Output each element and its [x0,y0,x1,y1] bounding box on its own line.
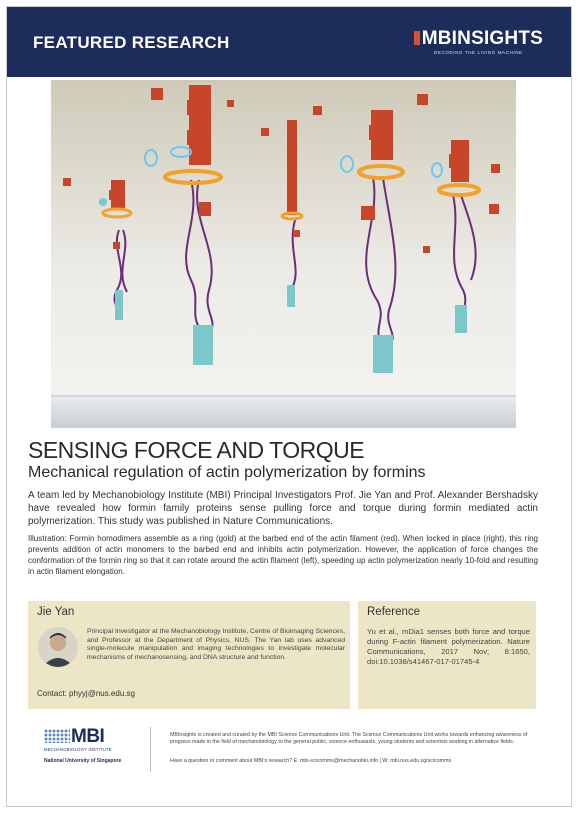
dot-grid-icon [44,729,70,743]
article-title: SENSING FORCE AND TORQUE [28,437,365,463]
reference-citation: Yu et al., mDia1 senses both force and torque during F-actin filament polymerization. Nature Communications, 2017 Nov; 8:1650, doi:10.1038/s41467-017-01745-4 [367,627,530,666]
reference-heading: Reference [367,606,421,618]
footer-note: MBInsights is created and curated by the MBI Science Communications Unit. The Science Communications Unit works towards enhancing awareness of progress made in the field of mechanobiology to the general public, science enthusiasts, young students and scientists working in alternative fields. [170,732,528,745]
author-bio: Principal Investigator at the Mechanobiology Institute, Centre of Bioimaging Sciences, and Professor at the Department of Physics, NUS. The Yan lab uses advanced single-molecule manipulation and imaging technologies to investigate molecular mechanisms of mechanosensing, and DNA structure and function. [87,628,345,661]
author-name: Jie Yan [37,606,75,618]
header-banner [7,7,571,77]
brand-logo [414,29,543,55]
brand-tagline: DECODING THE LIVING MACHINE [434,50,523,55]
mbi-logo-text: MBI [71,726,105,747]
avatar [38,627,78,667]
dot-grid-icon [414,31,420,45]
mbi-logo [44,726,136,772]
university-name: National University of Singapore [44,758,122,764]
article-subtitle: Mechanical regulation of actin polymerization by formins [28,464,426,481]
brand-name: MBINSIGHTS [421,28,543,49]
article-lead: A team led by Mechanobiology Institute (MBI) Principal Investigators Prof. Jie Yan and Prof. Alexander Bershadsky have revealed how formin family proteins sense pulling force and torque during formin mediated actin polymerization. This study was published in Nature Communications. [28,490,538,527]
section-title: FEATURED RESEARCH [33,33,230,52]
hero-illustration [51,80,516,428]
footer-divider [150,727,151,772]
footer-contact: Have a question or comment about MBI's research? E: mbi-scicomms@mechanobio.info | W: mbi.nus.edu.sg/scicomms [170,758,452,764]
reference-box [358,601,536,709]
author-contact[interactable]: Contact: phyyj@nus.edu.sg [37,689,135,698]
illustration-caption: Illustration: Formin homodimers assemble as a ring (gold) at the barbed end of the actin filament (red). When locked in place (right), this ring prevents addition of actin monomers to the barbed end and inhibits actin polymerization. However, the application of force changes the conformation of the formin ring so that it can rotate around the actin filament (left), speeding up actin polymerization nearly 10-fold and resulting in actin filament elongation. [28,534,538,576]
mbi-logo-subtitle: MECHANOBIOLOGY INSTITUTE [44,747,112,752]
author-box [28,601,350,709]
